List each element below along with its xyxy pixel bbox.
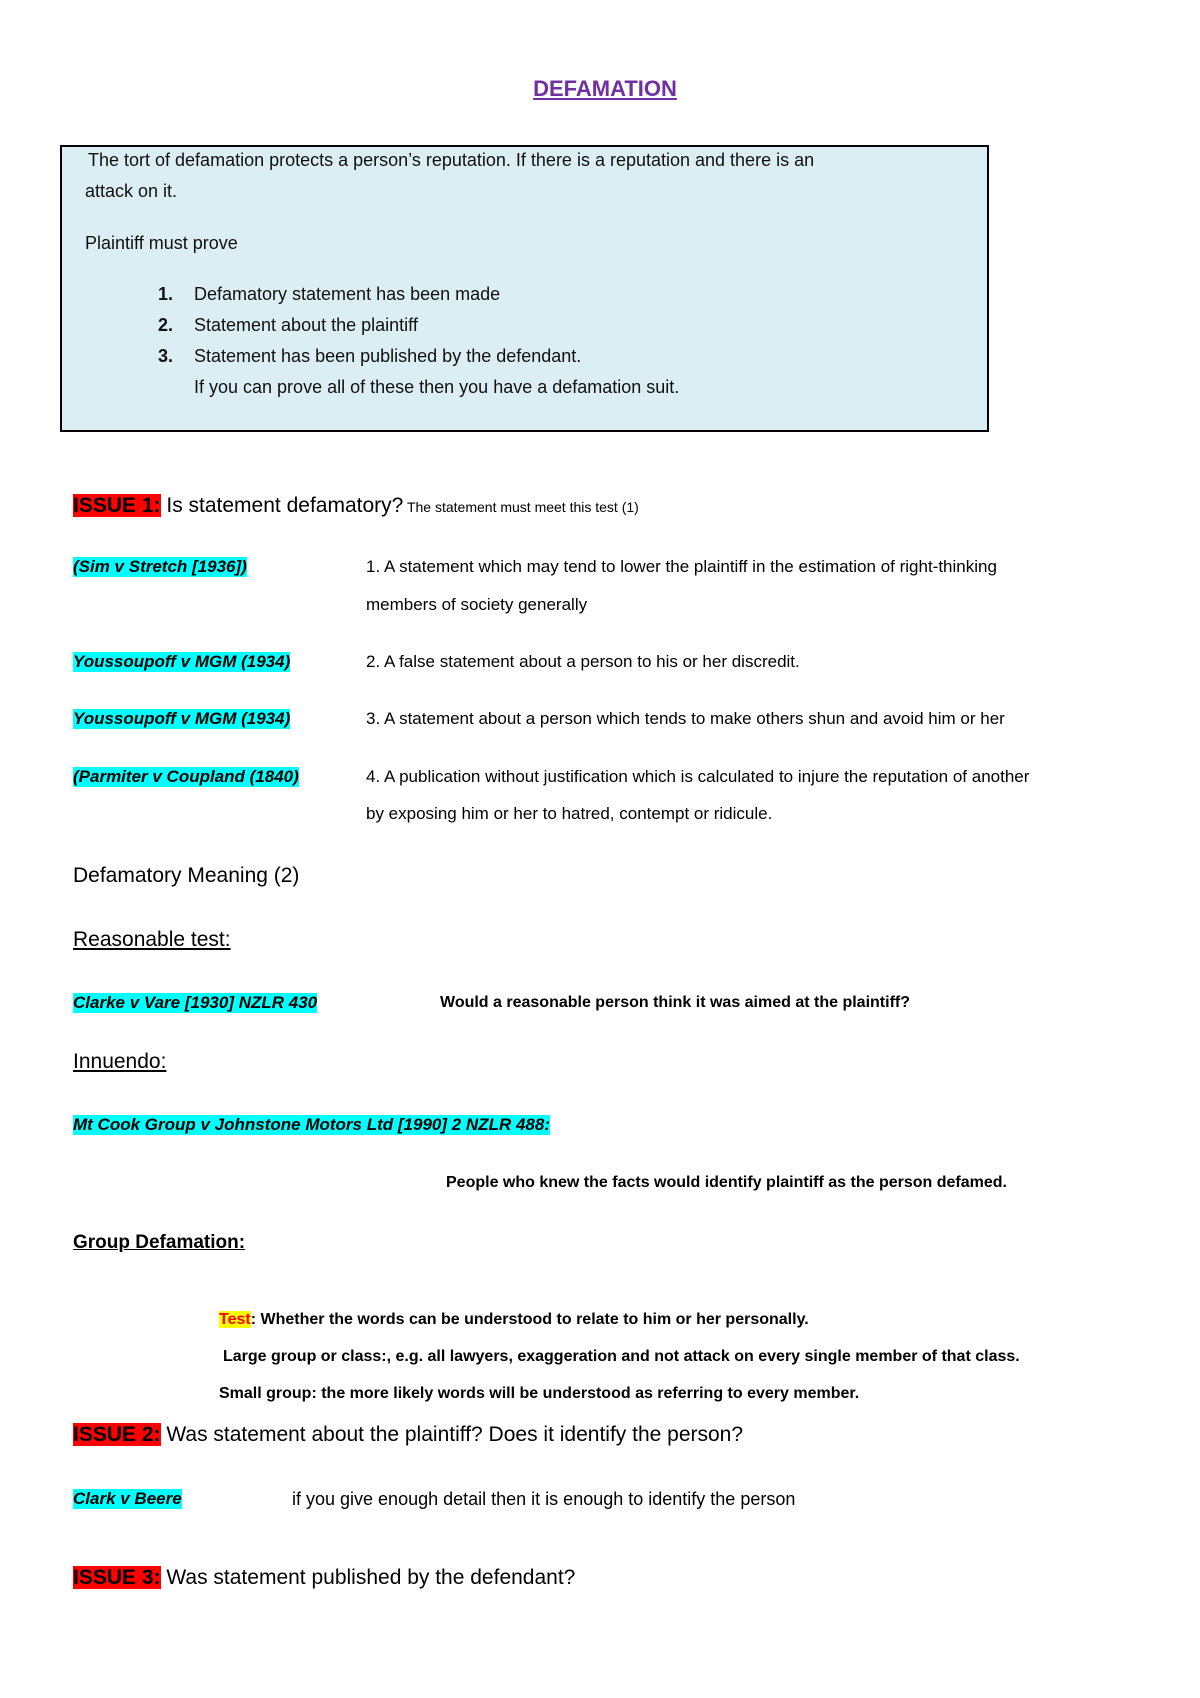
test-text: : Whether the words can be understood to relate to him or her personally. xyxy=(250,1311,809,1328)
case-citation: Mt Cook Group v Johnstone Motors Ltd [1990] 2 NZLR 488: xyxy=(73,1115,550,1134)
case-citation: Clarke v Vare [1930] NZLR 430 xyxy=(73,993,318,1012)
test-definition-cont: by exposing him or her to hatred, contempt or ridicule. xyxy=(366,804,773,823)
issue-1-question: Is statement defamatory? xyxy=(160,494,404,517)
group-test-line xyxy=(219,1311,809,1329)
issue-2-text: if you give enough detail then it is enough to identify the person xyxy=(292,1489,796,1509)
large-group-text: Large group or class:, e.g. all lawyers, exaggeration and not attack on every single member of that class. xyxy=(223,1348,1020,1365)
innuendo-text: People who knew the facts would identify plaintiff as the person defamed. xyxy=(446,1174,1007,1191)
prove-item-text: Statement about the plaintiff xyxy=(194,315,418,335)
intro-line-2: attack on it. xyxy=(85,181,178,201)
page-title: DEFAMATION xyxy=(533,76,677,101)
reasonable-test-text: Would a reasonable person think it was aimed at the plaintiff? xyxy=(440,994,910,1011)
group-defamation-heading: Group Defamation: xyxy=(73,1232,246,1253)
case-citation: Youssoupoff v MGM (1934) xyxy=(73,709,291,728)
issue-3-tag: ISSUE 3: xyxy=(73,1566,161,1589)
test-label: Test xyxy=(219,1311,251,1328)
test-definition: 3. A statement about a person which tends to make others shun and avoid him or her xyxy=(366,709,1005,728)
issue-2-tag: ISSUE 2: xyxy=(73,1423,161,1446)
must-prove-label: Plaintiff must prove xyxy=(85,233,238,253)
test-definition: 4. A publication without justification which is calculated to injure the reputation of another xyxy=(366,767,1030,786)
prove-item-number: 1. xyxy=(158,284,174,304)
reasonable-test-heading: Reasonable test: xyxy=(73,928,231,951)
issue-2-heading xyxy=(73,1423,743,1447)
prove-item-number: 3. xyxy=(158,346,174,366)
issue-3-question: Was statement published by the defendant? xyxy=(160,1566,576,1589)
intro-conclusion: If you can prove all of these then you have a defamation suit. xyxy=(194,377,680,397)
issue-1-tag: ISSUE 1: xyxy=(73,494,161,517)
small-group-text: Small group: the more likely words will be understood as referring to every member. xyxy=(219,1385,860,1402)
innuendo-heading: Innuendo: xyxy=(73,1050,167,1073)
issue-1-heading xyxy=(73,494,639,518)
prove-item-text: Statement has been published by the defendant. xyxy=(194,346,582,366)
meaning-heading: Defamatory Meaning (2) xyxy=(73,864,300,887)
issue-3-heading xyxy=(73,1566,575,1590)
test-definition: 2. A false statement about a person to his or her discredit. xyxy=(366,652,800,671)
case-citation: Youssoupoff v MGM (1934) xyxy=(73,652,291,671)
case-citation: (Sim v Stretch [1936]) xyxy=(73,557,247,576)
case-citation: Clark v Beere xyxy=(73,1489,182,1508)
prove-item-text: Defamatory statement has been made xyxy=(194,284,501,304)
test-definition: 1. A statement which may tend to lower the plaintiff in the estimation of right-thinking xyxy=(366,557,997,576)
prove-item-number: 2. xyxy=(158,315,174,335)
test-definition-cont: members of society generally xyxy=(366,595,588,614)
case-citation: (Parmiter v Coupland (1840) xyxy=(73,767,299,786)
issue-2-question: Was statement about the plaintiff? Does it identify the person? xyxy=(160,1423,744,1446)
issue-1-note: The statement must meet this test (1) xyxy=(403,499,639,515)
intro-line-1: The tort of defamation protects a person’s reputation. If there is a reputation and there is an xyxy=(88,150,815,170)
